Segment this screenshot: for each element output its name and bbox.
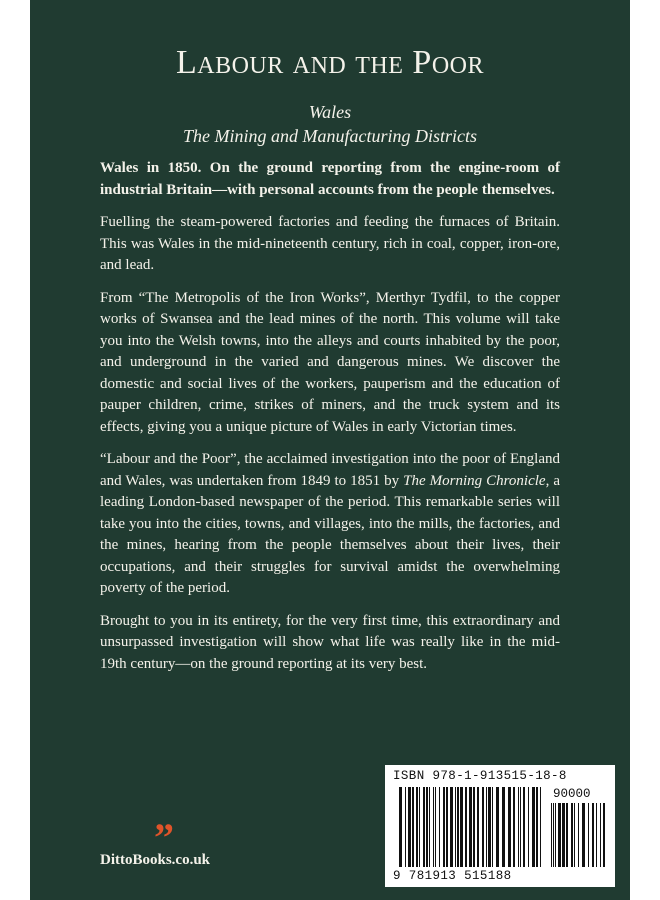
publisher-website: DittoBooks.co.uk <box>100 852 211 868</box>
blurb-lead-paragraph: Wales in 1850. On the ground reporting from the engine-room of industrial Britain—with personal accounts from the people themselves. <box>100 160 560 198</box>
blurb-paragraph-2: From “The Metropolis of the Iron Works”, Merthyr Tydfil, to the copper works of Swansea and the lead mines of the north. This volume will take you into the Welsh towns, into the alleys and courts inhabited by the poor, and underground in the varied and dangerous mines. We discover the domestic and social lives of the workers, pauperism and the education of pauper children, crime, strikes of miners, and the truck system and its effects, giving you a unique picture of Wales in early Victorian times. <box>100 289 560 435</box>
blurb-paragraph-4: Brought to you in its entirety, for the very first time, this extraordinary and unsurpassed investigation will show what life was really like in the mid-19th century—on the ground reporting at its very best. <box>100 612 560 672</box>
barcode-addon-price: 90000 <box>553 787 591 801</box>
subtitle-region: Wales <box>308 102 352 122</box>
newspaper-name: The Morning Chronicle <box>403 472 546 489</box>
book-back-cover <box>30 0 630 900</box>
book-title: Labour and the Poor <box>175 44 484 81</box>
isbn-label: ISBN 978-1-913515-18-8 <box>393 769 567 783</box>
blurb-paragraph-3-start: “Labour and the Poor”, the acclaimed investigation into the poor of England and Wales, was undertaken from 1849 to 1851 by <box>100 451 560 489</box>
barcode-ean-number: 9 781913 515188 <box>393 869 512 883</box>
isbn-barcode <box>385 765 615 887</box>
blurb-paragraph-3-end: , a leading London-based newspaper of the period. This remarkable series will take you into the cities, towns, and villages, into the mills, the factories, and the mines, hearing from the people themselves about their lives, their occupations, and their struggles for survival amidst the overwhelming poverty of the period. <box>100 472 560 596</box>
blurb <box>100 158 560 686</box>
blurb-paragraph-1: Fuelling the steam-powered factories and feeding the furnaces of Britain. This was Wales in the mid-nineteenth century, rich in coal, copper, iron-ore, and lead. <box>100 214 560 273</box>
book-subtitle <box>30 100 630 148</box>
blurb-paragraph-3 <box>100 449 560 600</box>
subtitle-topic: The Mining and Manufacturing Districts <box>183 126 477 146</box>
publisher-logo-quote-icon: ” <box>154 815 174 860</box>
